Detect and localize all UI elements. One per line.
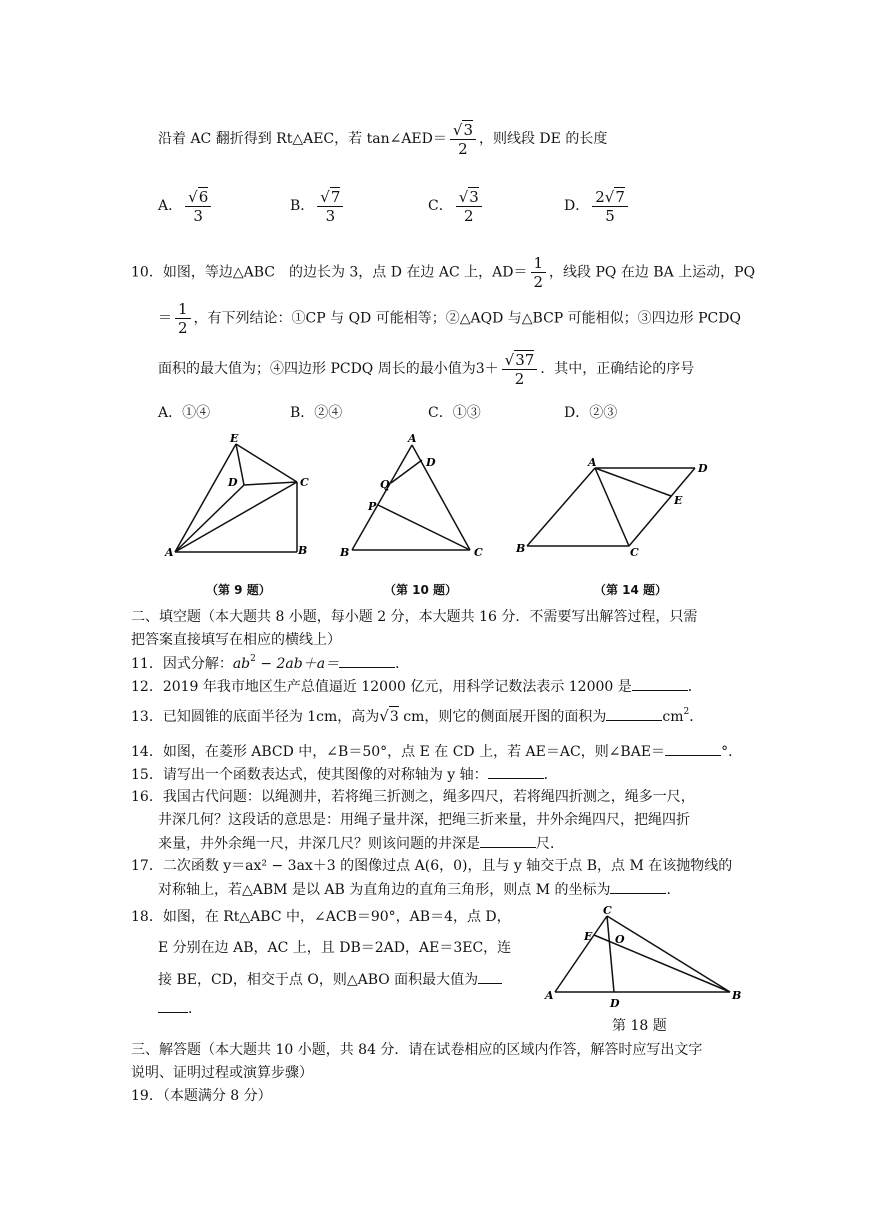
fig9-label-a: A (165, 546, 174, 559)
q15: 15．请写出一个函数表达式，使其图像的对称轴为 y 轴： ． (131, 764, 558, 785)
q19: 19．（本题满分 8 分） (131, 1088, 272, 1104)
fig14-label-a: A (588, 456, 597, 469)
q13-answer-blank[interactable] (606, 706, 662, 721)
q18-line3: 接 BE，CD，相交于点 O，则△ABO 面积最大值为 (158, 969, 502, 990)
q11-answer-blank[interactable] (339, 653, 395, 668)
fig10-caption: （第 10 题） (384, 583, 458, 597)
q9-text: 沿着 AC 翻折得到 Rt△AEC，若 tan∠AED＝ $\frac{√3}{2}$ ，则线段 DE 的长度 (158, 121, 608, 158)
q9-option-c: C． $\frac{√3}{2}$ (428, 187, 485, 225)
q10-line1: 10．如图，等边△ABC 的边长为 3，点 D 在边 AC 上，AD＝ $\frac{1}{2}$ ，线段 PQ 在边 BA 上运动，PQ (131, 254, 756, 291)
q18-answer-blank-b[interactable] (158, 998, 188, 1013)
q12: 12．2019 年我市地区生产总值逼近 12000 亿元，用科学记数法表示 12000 是 ． (131, 676, 702, 697)
q9-fraction: $\frac{√3}{2}$ (450, 120, 476, 158)
q10-option-b: B．②④ (290, 405, 343, 421)
section2-heading-line2: 把答案直接填写在相应的横线上） (131, 632, 341, 648)
q10-line2: ＝ $\frac{1}{2}$ ，有下列结论：①CP 与 QD 可能相等；②△AQD 与△BCP 可能相似；③四边形 PCDQ (158, 300, 741, 337)
q16-line2: 井深几何？这段话的意思是：用绳子量井深，把绳三折来量，井外余绳四尺，把绳四折 (158, 812, 690, 828)
fig9-label-b: B (298, 544, 308, 557)
q13: 13．已知圆锥的底面半径为 1cm，高为√3 cm，则它的侧面展开图的面积为 $cm^2$． (131, 707, 704, 725)
fig18-label-d: D (610, 997, 620, 1010)
figure-18 (540, 905, 740, 1015)
q16-answer-blank[interactable] (480, 833, 536, 848)
fig14-label-c: C (630, 546, 639, 559)
q10-option-d: D．②③ (564, 405, 618, 421)
fig10-label-b: B (340, 546, 350, 559)
fig14-caption: （第 14 题） (594, 583, 668, 597)
fig9-caption: （第 9 题） (206, 583, 271, 597)
q18-answer-blank-a[interactable] (478, 969, 502, 984)
fig18-label-o: O (615, 933, 625, 946)
figure-9 (160, 428, 320, 568)
fig18-caption: 第 18 题 (612, 1018, 667, 1034)
figure-14 (512, 452, 712, 560)
q10-option-c: C．①③ (428, 405, 481, 421)
fig18-label-e: E (584, 930, 593, 943)
fig10-label-p: P (368, 500, 377, 513)
fig10-label-d: D (426, 456, 436, 469)
section3-heading-line1: 三、解答题（本大题共 10 小题，共 84 分．请在试卷相应的区域内作答，解答时应写出文字 (131, 1042, 703, 1058)
fig9-label-d: D (228, 476, 238, 489)
q9-option-b: B． $\frac{√7}{3}$ (290, 187, 346, 225)
fig10-label-a: A (408, 432, 417, 445)
q11: 11．因式分解：$ab^2 - 2ab+a=$ ． (131, 654, 410, 672)
q18-line2: E 分别在边 AB，AC 上，且 DB＝2AD，AE＝3EC，连 (158, 940, 512, 956)
q10-line3: 面积的最大值为；④四边形 PCDQ 周长的最小值为3＋ $\frac{√37}{2}$ ．其中，正确结论的序号 (158, 351, 695, 388)
q17-line1: 17．二次函数 y＝ax² − 3ax＋3 的图像过点 A(6，0)，且与 y 轴交于点 B，点 M 在该抛物线的 (131, 858, 733, 874)
fig14-label-d: D (698, 462, 708, 475)
q17-answer-blank[interactable] (610, 879, 666, 894)
q16-line3: 来量，井外余绳一尺，井深几尺？则该问题的井深是 尺． (158, 833, 564, 854)
fig14-label-e: E (674, 494, 683, 507)
fig10-label-q: Q (380, 478, 390, 491)
q16-line1: 16．我国古代问题：以绳测井，若将绳三折测之，绳多四尺，若将绳四折测之，绳多一尺， (131, 789, 695, 805)
q14-answer-blank[interactable] (665, 741, 721, 756)
q9-option-d: D． $\frac{2√7}{5}$ (564, 187, 631, 225)
q12-answer-blank[interactable] (632, 676, 688, 691)
figure-10 (338, 430, 488, 565)
fig14-label-b: B (516, 542, 526, 555)
fig9-label-e: E (230, 432, 239, 445)
fig18-label-a: A (545, 989, 554, 1002)
fig9-label-c: C (300, 476, 309, 489)
q14: 14．如图，在菱形 ABCD 中，∠B＝50°，点 E 在 CD 上，若 AE＝AC，则∠BAE＝ °． (131, 741, 742, 762)
q18-line1: 18．如图，在 Rt△ABC 中，∠ACB＝90°，AB＝4，点 D， (131, 909, 511, 925)
q9-option-a: A． $\frac{√6}{3}$ (158, 187, 214, 225)
fig10-label-c: C (474, 546, 483, 559)
q17-line2: 对称轴上，若△ABM 是以 AB 为直角边的直角三角形，则点 M 的坐标为 ． (158, 879, 680, 900)
section3-heading-line2: 说明、证明过程或演算步骤） (131, 1065, 313, 1081)
q10-option-a: A．①④ (158, 405, 211, 421)
fig18-label-c: C (603, 904, 612, 917)
fig18-label-b: B (732, 989, 742, 1002)
q15-answer-blank[interactable] (488, 764, 544, 779)
section2-heading-line1: 二、填空题（本大题共 8 小题，每小题 2 分，本大题共 16 分．不需要写出解答过程，只需 (131, 609, 698, 625)
q18-line4: ． (158, 998, 202, 1019)
